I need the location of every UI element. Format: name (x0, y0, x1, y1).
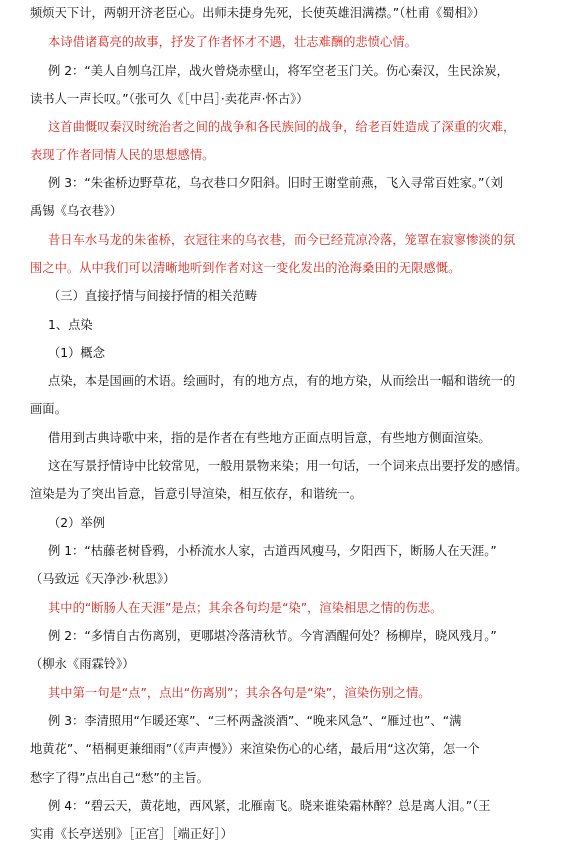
text-line-2: 本诗借诸葛亮的故事，抒发了作者怀才不遇，壮志难酬的悲愤心情。 (48, 35, 417, 49)
text-line-4: 读书人一声长叹。”（张可久《［中吕］·卖花声·怀古》） (30, 92, 309, 106)
text-line-17: 这在写景抒情诗中比较常见，一般用景物来染；用一句话，一个词来点出要抒发的感情。 (48, 459, 528, 473)
text-line-22: 其中的“断肠人在天涯”是点；其余各句均是“染”，渲染相思之情的伤悲。 (48, 601, 443, 615)
text-line-6: 表现了作者同情人民的思想感情。 (30, 148, 215, 162)
text-line-28: 愁字了得”点出自己“愁”的主旨。 (30, 771, 209, 785)
text-line-10: 围之中。从中我们可以清晰地听到作者对这一变化发出的沧海桑田的无限感慨。 (30, 261, 461, 275)
text-line-20: 例 1：“枯藤老树昏鸦，小桥流水人家，古道西风瘦马，夕阳西下，断肠人在天涯。” (48, 544, 497, 558)
text-line-14: 点染，本是国画的术语。绘画时，有的地方点，有的地方染，从而绘出一幅和谐统一的 (48, 374, 516, 388)
sub-subsection-heading-concept: （1）概念 (48, 346, 106, 360)
text-line-3: 例 2：“美人自刎乌江岸，战火曾烧赤壁山，将军空老玉门关。伤心秦汉，生民涂炭， (48, 64, 509, 78)
text-line-29: 例 4：“碧云天，黄花地，西风紧，北雁南飞。晓来谁染霜林醉？总是离人泪。”（王 (48, 799, 491, 813)
text-line-25: 其中第一句是“点”，点出“伤离别”；其余各句是“染”，渲染伤别之情。 (48, 686, 431, 700)
text-line-9: 昔日车水马龙的朱雀桥，衣冠往来的乌衣巷，而今已经荒凉冷落，笼罩在寂寥惨淡的氛 (48, 233, 516, 247)
text-line-1: 频烦天下计，两朝开济老臣心。出师未捷身先死，长使英雄泪满襟。”（杜甫《蜀相》） (30, 6, 486, 20)
section-heading: （三）直接抒情与间接抒情的相关范畴 (48, 289, 258, 303)
text-line-23: 例 2：“多情自古伤离别，更哪堪冷落清秋节。今宵酒醒何处？杨柳岸，晓风残月。” (48, 629, 497, 643)
text-line-30: 实甫《长亭送别》［正宫］［端正好］） (30, 827, 233, 841)
text-line-16: 借用到古典诗歌中来，指的是作者在有些地方正面点明旨意，有些地方侧面渲染。 (48, 431, 491, 445)
text-line-18: 渲染是为了突出旨意，旨意引导渲染，相互依存，和谐统一。 (30, 487, 363, 501)
text-line-8: 禹锡《乌衣巷》） (30, 204, 123, 218)
text-line-27: 地黄花”、“梧桐更兼细雨”（《声声慢》）来渲染伤心的心绪，最后用“这次第，怎一个 (30, 742, 480, 756)
text-line-5: 这首曲慨叹秦汉时统治者之间的战争和各民族间的战争，给老百姓造成了深重的灾难， (48, 120, 516, 134)
text-line-7: 例 3：“朱雀桥边野草花，乌衣巷口夕阳斜。旧时王谢堂前燕，飞入寻常百姓家。”（刘 (48, 176, 503, 190)
text-line-24: （柳永《雨霖铃》） (30, 657, 135, 671)
sub-subsection-heading-examples: （2）举例 (48, 516, 106, 530)
text-line-26: 例 3：李清照用“乍暖还寒”、“三杯两盏淡酒”、“晚来风急”、“雁过也”、“满 (48, 714, 462, 728)
subsection-heading: 1、点染 (48, 318, 93, 332)
text-line-15: 画面。 (30, 402, 67, 416)
text-line-21: （马致远《天净沙·秋思》） (30, 572, 176, 586)
